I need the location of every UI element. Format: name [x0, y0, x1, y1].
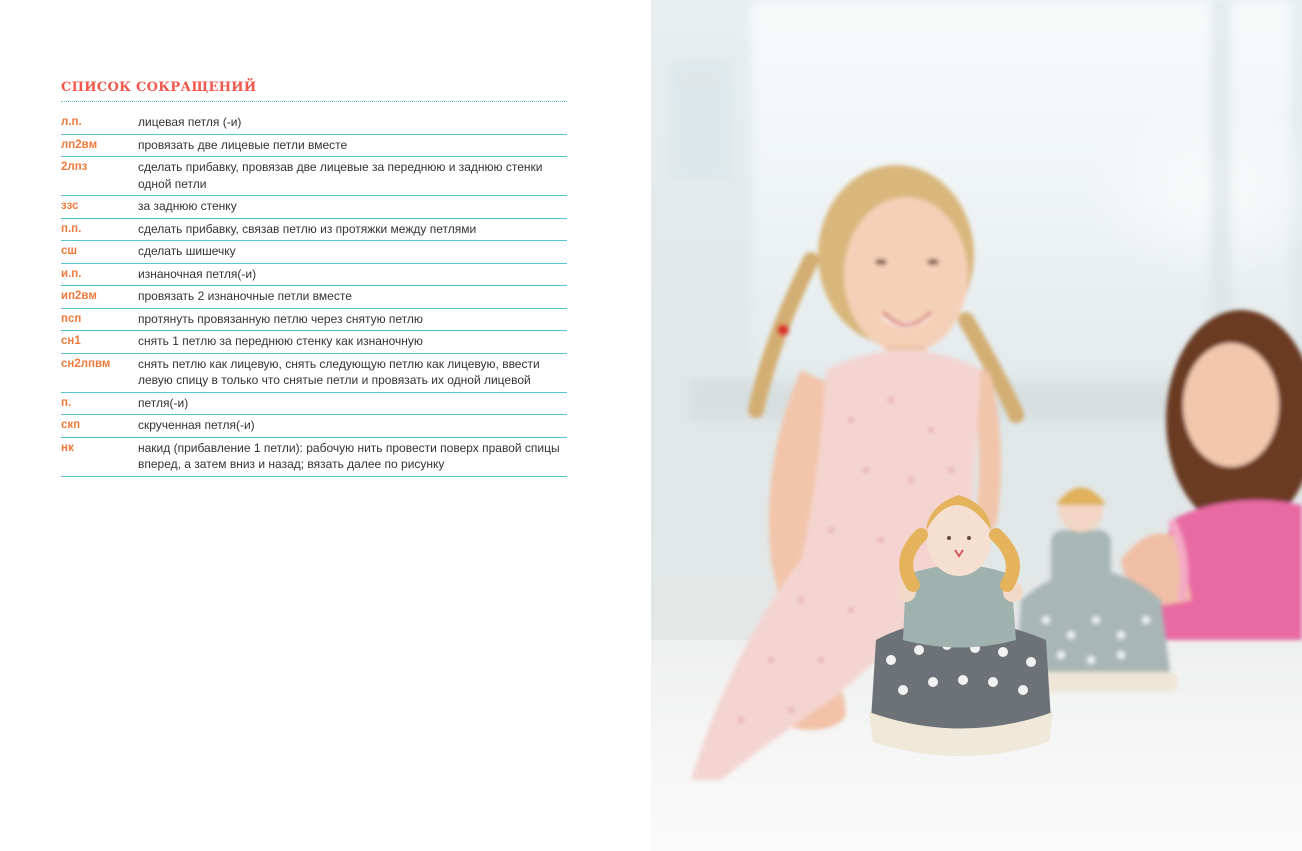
abbreviation-description: сделать шишечку	[138, 244, 236, 258]
abbreviation-term: лп2вм	[61, 138, 98, 151]
abbreviation-term: сн1	[61, 335, 81, 347]
abbreviation-row	[61, 135, 567, 158]
abbreviation-row	[61, 331, 567, 354]
abbreviation-term: псп	[61, 312, 82, 325]
abbreviation-description: провязать две лицевые петли вместе	[138, 137, 348, 152]
abbreviation-term: 2лпз	[61, 161, 88, 173]
abbreviation-description: сделать прибавку, связав петлю из протяжки между петлями	[138, 221, 477, 236]
abbreviation-row	[61, 112, 567, 135]
abbreviation-term: нк	[61, 441, 74, 454]
abbreviation-row	[61, 438, 567, 477]
title-divider	[61, 101, 567, 102]
photo-page	[651, 0, 1302, 851]
abbreviation-row	[61, 219, 567, 242]
abbreviation-term: ззс	[61, 200, 79, 212]
abbreviation-term: п.	[61, 396, 72, 409]
abbreviation-description: сделать прибавку, провязав две лицевые за переднюю и заднюю стенки одной петли	[138, 160, 543, 191]
abbreviation-term: сн2лпвм	[61, 357, 111, 370]
abbreviation-term: п.п.	[61, 222, 82, 235]
abbreviation-description: изнаночная петля(-и)	[138, 266, 257, 281]
abbreviation-row	[61, 264, 567, 287]
abbreviation-term: ип2вм	[61, 290, 97, 302]
abbreviation-term: л.п.	[61, 116, 82, 128]
abbreviation-row	[61, 241, 567, 264]
abbreviation-description: протянуть провязанную петлю через снятую петлю	[138, 311, 423, 326]
abbreviation-row	[61, 196, 567, 219]
section-title: СПИСОК СОКРАЩЕНИЙ	[61, 80, 257, 95]
abbreviation-list	[61, 112, 567, 477]
abbreviation-row	[61, 393, 567, 416]
abbreviation-description: снять петлю как лицевую, снять следующую петлю как лицевую, ввести левую спицу в только что снятые петли и провязать их одной лицевой	[138, 356, 540, 387]
abbreviation-row	[61, 354, 567, 393]
photo-illustration	[651, 0, 1302, 851]
abbreviation-description: за заднюю стенку	[138, 199, 237, 213]
abbreviation-description: скрученная петля(-и)	[138, 418, 255, 432]
abbreviation-row	[61, 415, 567, 438]
abbreviation-description: снять 1 петлю за переднюю стенку как изнаночную	[138, 334, 423, 348]
abbreviation-term: скп	[61, 419, 81, 431]
abbreviation-description: лицевая петля (-и)	[138, 115, 242, 129]
abbreviation-row	[61, 286, 567, 309]
abbreviation-row	[61, 309, 567, 332]
abbreviation-term: сш	[61, 245, 77, 257]
abbreviation-term: и.п.	[61, 267, 82, 280]
abbreviation-description: петля(-и)	[138, 395, 189, 410]
abbreviation-description: накид (прибавление 1 петли): рабочую нить провести поверх правой спицы вперед, а затем вниз и назад; вязать далее по рисунку	[138, 440, 560, 471]
abbreviation-description: провязать 2 изнаночные петли вместе	[138, 289, 352, 303]
abbreviation-row	[61, 157, 567, 196]
